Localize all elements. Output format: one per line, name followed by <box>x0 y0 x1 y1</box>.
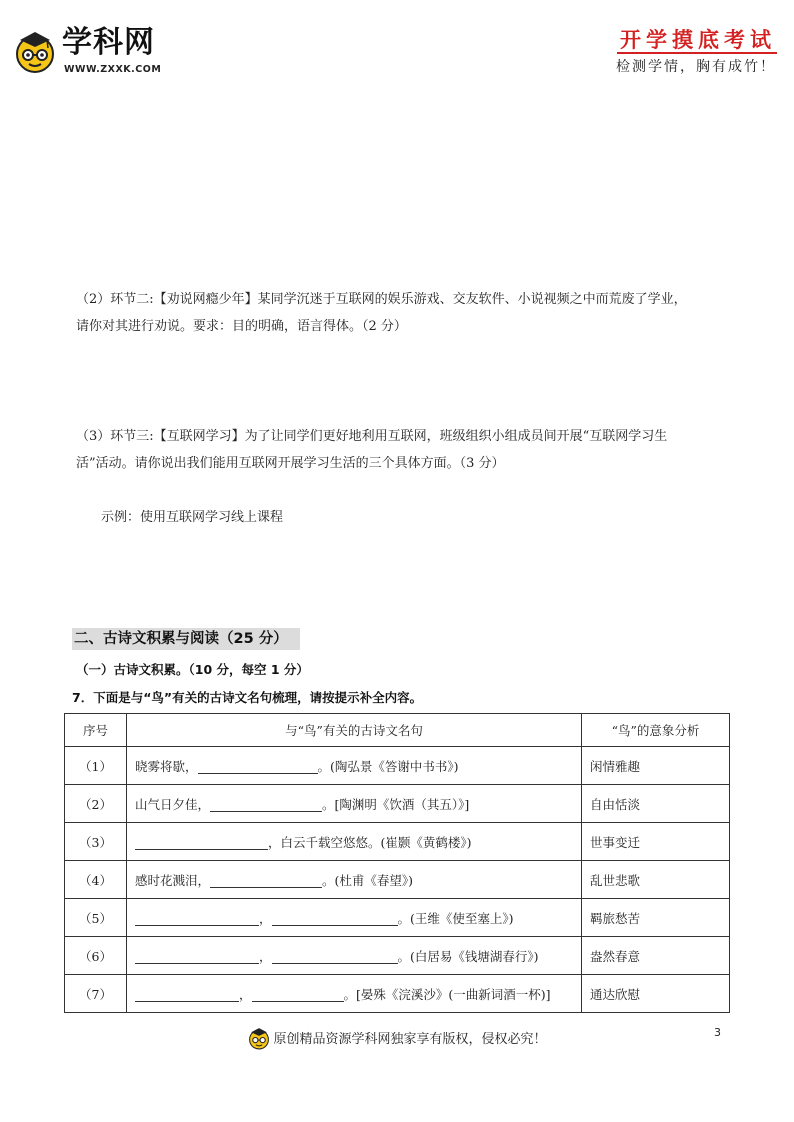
question-2-line-2: 请你对其进行劝说。要求：目的明确，语言得体。（2 分） <box>76 319 407 334</box>
question-2-line-1: （2）环节二:【劝说网瘾少年】某同学沉迷于互联网的娱乐游戏、交友软件、小说视频之中而荒废了学业， <box>76 292 687 307</box>
row-number: （7） <box>65 975 127 1013</box>
question-2 <box>76 286 736 340</box>
logo <box>12 24 192 78</box>
row-line <box>127 937 582 975</box>
answer-blank[interactable] <box>272 911 398 926</box>
table-row <box>65 975 730 1013</box>
row-line <box>127 785 582 823</box>
row-analysis: 盎然春意 <box>582 937 730 975</box>
question-3 <box>76 423 736 477</box>
line-source: 。(白居易《钱塘湖春行》) <box>397 948 539 964</box>
title-underline <box>617 52 777 54</box>
row-line <box>127 899 582 937</box>
answer-blank[interactable] <box>135 911 259 926</box>
line-text: 山气日夕佳， <box>135 796 211 812</box>
logo-text: 学科网 <box>62 25 155 60</box>
row-analysis: 闲情雅趣 <box>582 747 730 785</box>
table-row <box>65 823 730 861</box>
answer-blank[interactable] <box>210 873 322 888</box>
answer-blank[interactable] <box>135 987 239 1002</box>
line-text: 感时花溅泪， <box>135 872 211 888</box>
mascot-icon <box>247 1026 271 1050</box>
row-analysis: 通达欣慰 <box>582 975 730 1013</box>
page-number: 3 <box>714 1026 721 1039</box>
mascot-icon <box>12 28 58 74</box>
row-number: （5） <box>65 899 127 937</box>
row-number: （2） <box>65 785 127 823</box>
row-analysis: 羁旅愁苦 <box>582 899 730 937</box>
subsection-title: （一）古诗文积累。（10 分，每空 1 分） <box>76 662 309 677</box>
answer-blank[interactable] <box>210 797 322 812</box>
answer-blank[interactable] <box>198 759 318 774</box>
row-number: （4） <box>65 861 127 899</box>
example-text: 示例：使用互联网学习线上课程 <box>101 510 284 525</box>
answer-blank[interactable] <box>252 987 344 1002</box>
poem-table <box>64 713 730 1013</box>
header-analysis: “鸟”的意象分析 <box>582 714 730 747</box>
row-number: （1） <box>65 747 127 785</box>
question-7: 7．下面是与“鸟”有关的古诗文名句梳理，请按提示补全内容。 <box>72 690 423 705</box>
line-source: 。(王维《使至塞上》) <box>397 910 514 926</box>
row-number: （3） <box>65 823 127 861</box>
line-source: 。(杜甫《春望》) <box>322 872 414 888</box>
exam-title: 开学摸底考试 <box>620 28 776 52</box>
question-3-line-2: 活”活动。请你说出我们能用互联网开展学习生活的三个具体方面。（3 分） <box>76 456 505 471</box>
line-source: 。[晏殊《浣溪沙》(一曲新词酒一杯)] <box>343 986 551 1002</box>
answer-blank[interactable] <box>135 835 268 850</box>
row-analysis: 世事变迁 <box>582 823 730 861</box>
line-comma: ， <box>259 948 272 964</box>
row-number: （6） <box>65 937 127 975</box>
row-line <box>127 823 582 861</box>
table-row <box>65 861 730 899</box>
line-source: 。(陶弘景《答谢中书书》) <box>317 758 459 774</box>
table-row <box>65 937 730 975</box>
line-source: ，白云千载空悠悠。(崔颢《黄鹤楼》) <box>268 834 472 850</box>
row-analysis: 乱世悲歌 <box>582 861 730 899</box>
section-title: 二、古诗文积累与阅读（25 分） <box>72 628 300 650</box>
row-analysis: 自由恬淡 <box>582 785 730 823</box>
header-lines: 与“鸟”有关的古诗文名句 <box>127 714 582 747</box>
table-row <box>65 899 730 937</box>
line-source: 。[陶渊明《饮酒（其五）》] <box>322 796 470 812</box>
line-comma: ， <box>239 986 252 1002</box>
answer-blank[interactable] <box>272 949 398 964</box>
footer <box>0 1026 794 1050</box>
row-line <box>127 975 582 1013</box>
table-header-row <box>65 714 730 747</box>
table-row <box>65 785 730 823</box>
logo-url: WWW.ZXXK.COM <box>64 64 162 75</box>
copyright-notice: 原创精品资源学科网独家享有版权，侵权必究！ <box>273 1032 547 1047</box>
header-number: 序号 <box>65 714 127 747</box>
row-line <box>127 747 582 785</box>
line-comma: ， <box>259 910 272 926</box>
table-row <box>65 747 730 785</box>
line-text: 晓雾将歇， <box>135 758 198 774</box>
answer-blank[interactable] <box>135 949 259 964</box>
question-3-line-1: （3）环节三:【互联网学习】为了让同学们更好地利用互联网，班级组织小组成员间开展“互联网学习生 <box>76 429 668 444</box>
row-line <box>127 861 582 899</box>
exam-subtitle: 检测学情，胸有成竹！ <box>616 59 776 75</box>
